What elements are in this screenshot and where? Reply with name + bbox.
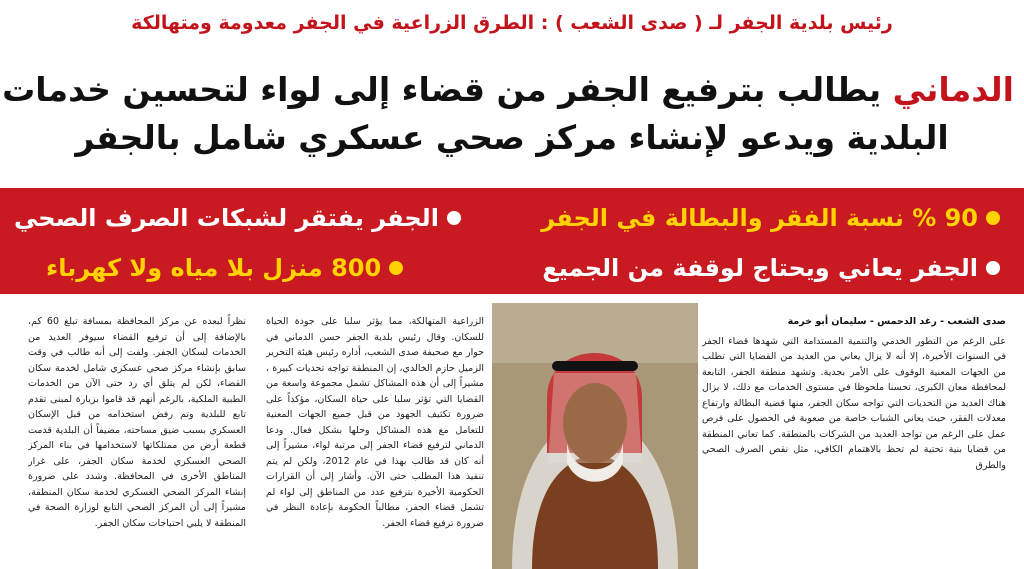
headline-line-1	[2, 66, 1014, 114]
highlight-bullet	[541, 196, 1000, 240]
article-column-2	[266, 314, 484, 564]
column-text: نظراً لبعده عن مركز المحافظة بمسافة تبلغ 60 كم، بالإضافة إلى أن ترفيع القضاء سيوفر العديد من الخدمات لسكان الجفر. ولفت إلى أنه طالب في وقت سابق بإنشاء مركز صحي عسكري شامل لخدمة سكان القضاء، لكن لم يتلق أي رد حتى الآن من الخدمات الطبية الملكية، بالرغم أنهم قد قاموا بزيارة لمبنى تقدم تابع للبلدية وتم رفض استخدامه من قبل الإسكان العسكري بسبب ضيق مساحته، مضيفاً أن البلدية قدمت قطعة أرض من ممتلكاتها لاستخدامها في بناء المركز الصحي العسكري لخدمة سكان الجفر، على غرار المناطق الأخرى في المحافظة. وشدد على ضرورة إنشاء المركز الصحي العسكري لخدمة سكان المنطقة، مشيراً إلى أن المركز الصحي التابع لوزارة الصحة في المنطقة لا يلبي احتياجات سكان الجفر.	[28, 316, 246, 529]
byline: صدى الشعب - رغد الدحمس - سليمان أبو خرمة	[787, 316, 1006, 327]
bullet-dot-icon	[389, 261, 403, 275]
highlight-bullet	[46, 246, 403, 290]
highlight-bullet	[14, 196, 461, 240]
highlight-text: الجفر يعاني ويحتاج لوقفة من الجميع	[542, 254, 978, 282]
highlight-bullet	[542, 246, 1000, 290]
column-text: الزراعية المتهالكة، مما يؤثر سلبا على جودة الحياة للسكان. وقال رئيس بلدية الجفر حسن الدماني في حوار مع صحيفة صدى الشعب، أداره رئيس هيئة التحرير الزميل حازم الخالدي، إن المنطقة تواجه تحديات كبيرة ، مشيراً إلى أن هذه المشاكل تشمل مجموعة واسعة من القضايا التي تؤثر سلبا على حياة السكان، مؤكداً على ضرورة تكثيف الجهود من قبل جميع الجهات المعنية للتعامل مع هذه المشاكل وحلها بشكل فعال. ودعا الدماني لترفيع قضاء الجفر إلى مرتبة لواء، مشيراً إلى أنه كان قد طالب بهذا في عام 2012، ولكن لم يتم تنفيذ هذا المطلب حتى الآن. وأشار إلى أن القرارات الحكومية الأخيرة بترفيع عدد من المناطق إلى لواء لم تشمل قضاء الجفر، مطالباً الحكومة بإعادة النظر في ضرورة ترفيع قضاء الجفر.	[266, 316, 484, 529]
article-kicker: رئيس بلدية الجفر لـ ( صدى الشعب ) : الطرق الزراعية في الجفر معدومة ومتهالكة	[131, 12, 893, 34]
portrait-image	[492, 303, 698, 569]
headline-line-2: البلدية ويدعو لإنشاء مركز صحي عسكري شامل بالجفر	[75, 118, 949, 157]
highlight-text: الجفر يفتقر لشبكات الصرف الصحي	[14, 204, 439, 232]
article-column-3	[702, 314, 1006, 564]
headline-line-1-text: يطالب بترفيع الجفر من قضاء إلى لواء لتحسين خدمات	[2, 70, 882, 109]
column-text: على الرغم من التطور الخدمي والتنمية المستدامة التي شهدها قضاء الجفر في السنوات الأخيرة، إلا أنه لا يزال يعاني من العديد من القضايا التي تطلب من الجهات المعنية الوقوف على الأمر بجدية. وتشهد منطقة الجفر، التابعة لمحافظة معان الكبرى، تحسنا ملحوظا في مستوى الخدمات مع ذلك، لا يزال هناك العديد من التحديات التي تواجه سكان الجفر، منها قضية البطالة وارتفاع معدلات الفقر، حيث يعاني الشباب خاصة من صعوبة في الحصول على فرص عمل على الرغم من تواجد العديد من الشركات بالمنطقة. كما تعاني المنطقة من قضايا بنية تحتية لم تحظ بالاهتمام الكافي، مثل نقص الصرف الصحي والطرق	[702, 335, 1006, 471]
highlight-text: 90 % نسبة الفقر والبطالة في الجفر	[541, 204, 978, 232]
bullet-dot-icon	[447, 211, 461, 225]
portrait-photo	[492, 303, 698, 569]
article-headline	[2, 66, 1014, 162]
highlight-text: 800 منزل بلا مياه ولا كهرباء	[46, 254, 382, 282]
article-column-1	[28, 314, 246, 564]
headline-red-word: الدماني	[892, 70, 1014, 109]
bullet-dot-icon	[986, 211, 1000, 225]
bullet-dot-icon	[986, 261, 1000, 275]
